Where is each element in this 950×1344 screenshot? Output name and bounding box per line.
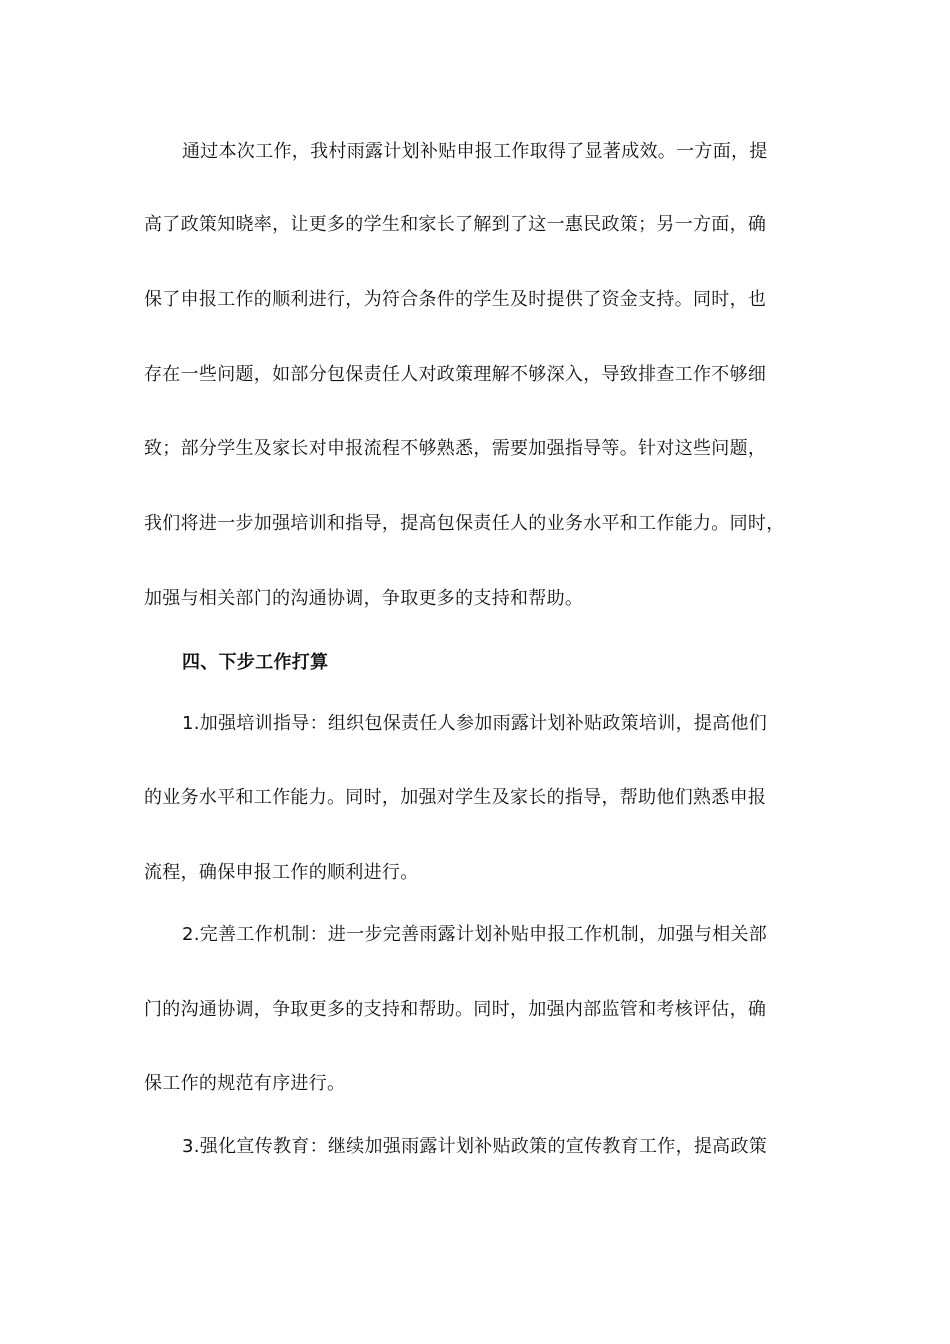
text-line: 1.加强培训指导：组织包保责任人参加雨露计划补贴政策培训，提高他们 [182, 713, 768, 734]
text-line: 通过本次工作，我村雨露计划补贴申报工作取得了显著成效。一方面，提 [182, 141, 768, 162]
text-line: 我们将进一步加强培训和指导，提高包保责任人的业务水平和工作能力。同时， [144, 513, 785, 534]
text-line: 的业务水平和工作能力。同时，加强对学生及家长的指导，帮助他们熟悉申报 [144, 787, 767, 808]
text-line: 加强与相关部门的沟通协调，争取更多的支持和帮助。 [144, 588, 584, 609]
text-line: 致；部分学生及家长对申报流程不够熟悉，需要加强指导等。针对这些问题， [144, 438, 767, 459]
text-line: 2.完善工作机制：进一步完善雨露计划补贴申报工作机制，加强与相关部 [182, 924, 768, 945]
text-line: 存在一些问题，如部分包保责任人对政策理解不够深入，导致排查工作不够细 [144, 364, 767, 385]
text-line: 门的沟通协调，争取更多的支持和帮助。同时，加强内部监管和考核评估，确 [144, 999, 767, 1020]
text-line: 保了申报工作的顺利进行，为符合条件的学生及时提供了资金支持。同时，也 [144, 289, 767, 310]
text-line: 流程，确保申报工作的顺利进行。 [144, 862, 419, 883]
text-line: 高了政策知晓率，让更多的学生和家长了解到了这一惠民政策；另一方面，确 [144, 214, 767, 235]
text-line: 3.强化宣传教育：继续加强雨露计划补贴政策的宣传教育工作，提高政策 [182, 1136, 768, 1157]
text-line: 保工作的规范有序进行。 [144, 1073, 346, 1094]
section-heading: 四、下步工作打算 [182, 652, 329, 673]
